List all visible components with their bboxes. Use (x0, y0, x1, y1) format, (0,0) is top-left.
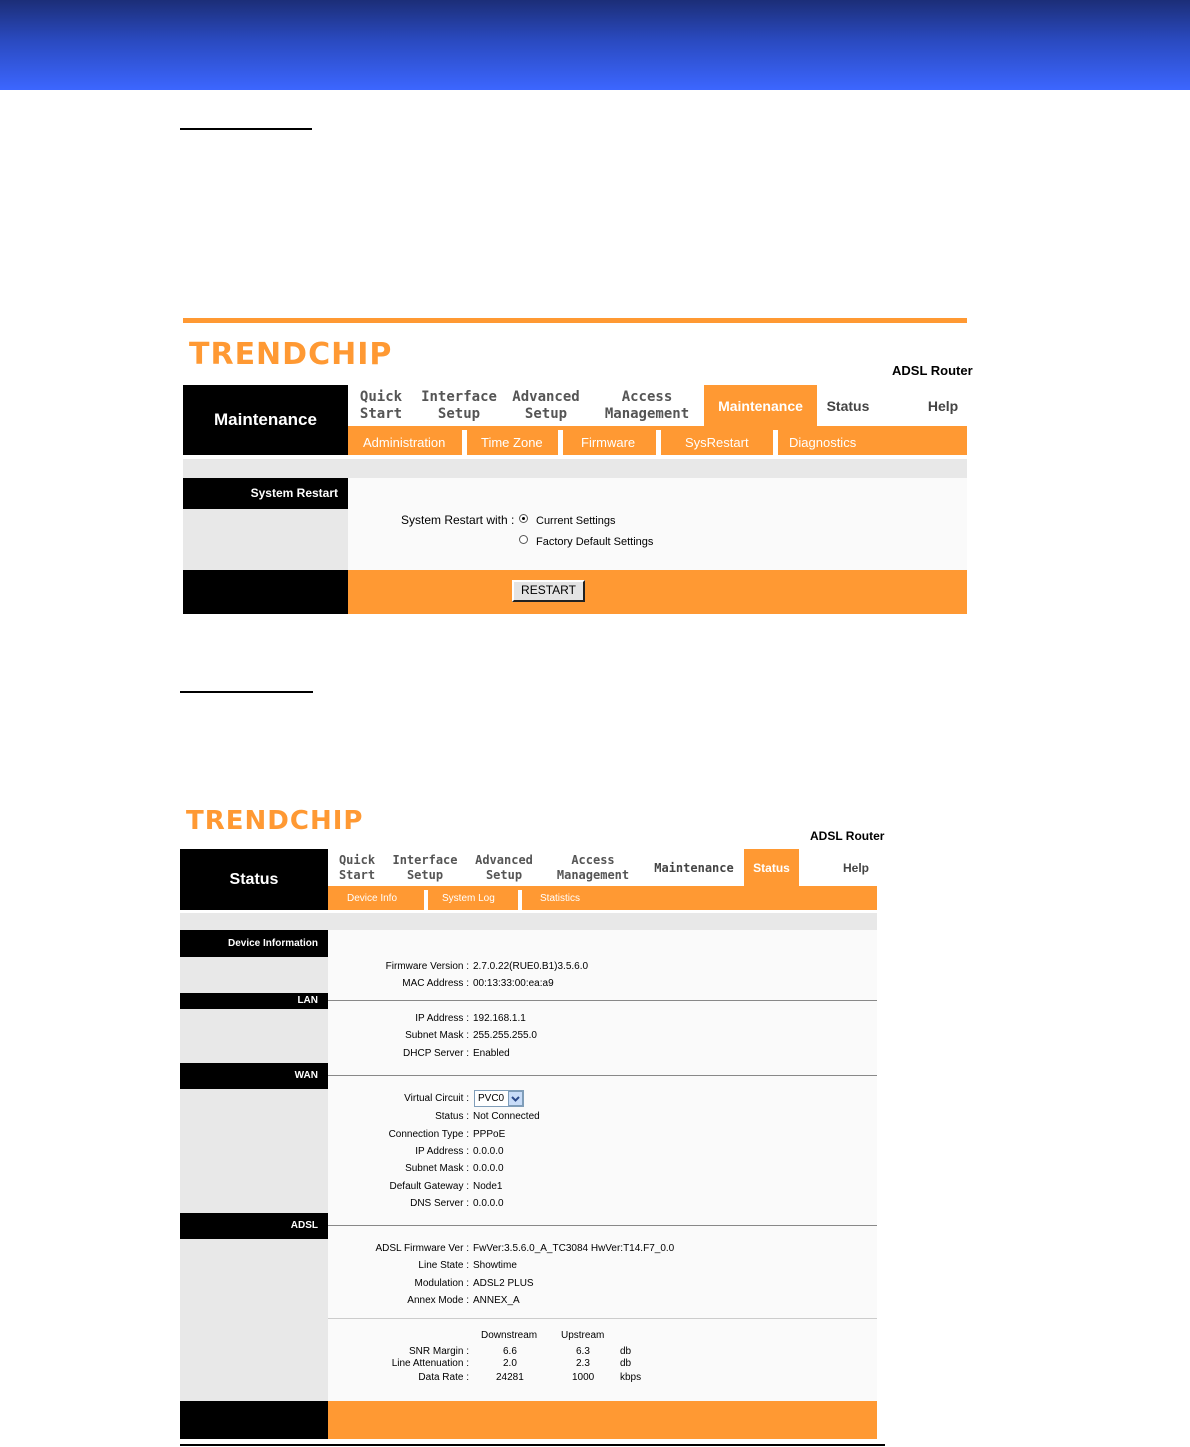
tab-label-line1: Advanced (475, 853, 533, 867)
divider (328, 1318, 877, 1319)
tab-label-line2: Start (359, 406, 403, 422)
tab-label-line1: Access (571, 853, 615, 867)
firmware-version-label: Firmware Version : (385, 961, 469, 972)
wan-status-label: Status : (435, 1111, 469, 1122)
connection-type-value: PPPoE (473, 1129, 506, 1140)
tab-access-management[interactable] (596, 389, 698, 423)
tab-label-line2: Start (338, 868, 376, 882)
line-attenuation-unit: db (620, 1358, 632, 1369)
tab-label-line2: Setup (437, 406, 481, 422)
tab-help[interactable]: Help (842, 861, 869, 875)
subnav-separator (558, 430, 563, 455)
tab-maintenance[interactable]: Maintenance (704, 385, 817, 426)
brand-logo: TRENDCHIP (189, 337, 393, 372)
virtual-circuit-label: Virtual Circuit : (404, 1093, 469, 1104)
lan-subnet-label: Subnet Mask : (405, 1030, 469, 1041)
wan-ip-value: 0.0.0.0 (473, 1146, 504, 1157)
section-label-system-restart: System Restart (183, 478, 348, 509)
spacer-row (180, 913, 877, 930)
radio-factory-default[interactable] (519, 535, 528, 544)
line-state-value: Showtime (473, 1260, 517, 1271)
wan-status-value: Not Connected (473, 1111, 540, 1122)
option-factory-default-label: Factory Default Settings (536, 536, 654, 548)
snr-margin-up: 6.3 (576, 1346, 590, 1357)
dns-server-value: 0.0.0.0 (473, 1198, 504, 1209)
adsl-firmware-value: FwVer:3.5.6.0_A_TC3084 HwVer:T14.F7_0.0 (473, 1243, 675, 1254)
wan-ip-label: IP Address : (415, 1146, 469, 1157)
data-rate-unit: kbps (620, 1372, 642, 1383)
data-rate-down: 24281 (496, 1372, 524, 1383)
divider (328, 1075, 877, 1076)
tab-status[interactable]: Status (826, 398, 870, 414)
subnav-separator (462, 430, 467, 455)
left-column (183, 509, 348, 570)
spacer-row (183, 459, 967, 478)
section-underline-2 (180, 691, 313, 693)
default-gateway-label: Default Gateway : (389, 1181, 469, 1192)
lan-subnet-value: 255.255.255.0 (473, 1030, 537, 1041)
product-subtitle: ADSL Router (892, 363, 973, 378)
snr-margin-label: SNR Margin : (408, 1346, 469, 1357)
page-title: Maintenance (183, 385, 348, 455)
tab-label-line1: Quick (338, 853, 376, 867)
modulation-value: ADSL2 PLUS (473, 1278, 534, 1289)
dhcp-server-label: DHCP Server : (403, 1048, 469, 1059)
subnav-separator (656, 430, 661, 455)
product-subtitle: ADSL Router (810, 829, 885, 843)
sub-navigation (328, 886, 877, 910)
subnav-device-info[interactable]: Device Info (347, 893, 398, 904)
snr-margin-down: 6.6 (503, 1346, 517, 1357)
tab-advanced-setup[interactable] (468, 853, 540, 883)
section-label-device-information: Device Information (180, 930, 328, 957)
downstream-header: Downstream (481, 1330, 538, 1341)
snr-margin-unit: db (620, 1346, 632, 1357)
dns-server-label: DNS Server : (410, 1198, 469, 1209)
divider (328, 1000, 877, 1001)
subnav-statistics[interactable]: Statistics (540, 893, 581, 904)
tab-quick-start[interactable] (350, 389, 412, 423)
section-label-lan: LAN (180, 993, 328, 1009)
tab-label-line2: Setup (485, 868, 523, 882)
line-attenuation-label: Line Attenuation : (391, 1358, 469, 1369)
adsl-firmware-label: ADSL Firmware Ver : (375, 1243, 469, 1254)
subnav-administration[interactable]: Administration (363, 435, 446, 450)
subnav-diagnostics[interactable]: Diagnostics (789, 435, 857, 450)
mac-address-label: MAC Address : (402, 978, 469, 989)
tab-label-line1: Quick (359, 389, 403, 405)
subnav-separator (773, 430, 778, 455)
tab-label-line1: Interface (392, 853, 458, 867)
tab-maintenance[interactable]: Maintenance (654, 861, 734, 875)
tab-access-management[interactable] (550, 853, 636, 883)
tab-status[interactable]: Status (744, 849, 799, 886)
dhcp-server-value: Enabled (473, 1048, 510, 1059)
tab-label-line2: Setup (406, 868, 444, 882)
annex-mode-value: ANNEX_A (473, 1295, 520, 1306)
footer-left-block (183, 570, 348, 614)
subnav-system-log[interactable]: System Log (442, 893, 495, 904)
footer-left-block (180, 1401, 328, 1439)
brand-logo: TRENDCHIP (186, 806, 364, 836)
footer-bar (348, 570, 967, 614)
chevron-down-icon (509, 1092, 522, 1105)
annex-mode-label: Annex Mode : (407, 1295, 469, 1306)
default-gateway-value: Node1 (473, 1181, 503, 1192)
restart-with-label: System Restart with : (401, 513, 515, 527)
tab-quick-start[interactable] (332, 853, 382, 883)
virtual-circuit-value: PVC0 (478, 1093, 505, 1104)
lan-ip-label: IP Address : (415, 1013, 469, 1024)
line-attenuation-up: 2.3 (576, 1358, 590, 1369)
bottom-rule (180, 1444, 885, 1446)
tab-advanced-setup[interactable] (506, 389, 586, 423)
section-label-adsl: ADSL (180, 1213, 328, 1239)
subnav-separator (518, 890, 522, 910)
section-underline-1 (180, 128, 312, 130)
footer-bar (328, 1401, 877, 1439)
section-label-wan: WAN (180, 1063, 328, 1089)
subnav-separator (424, 890, 428, 910)
page-title: Status (180, 849, 328, 910)
subnav-firmware[interactable]: Firmware (581, 435, 636, 450)
tab-label-line1: Access (621, 389, 673, 405)
dropdown-button[interactable] (508, 1091, 523, 1106)
page-header-bar (0, 0, 1190, 90)
wan-subnet-value: 0.0.0.0 (473, 1163, 504, 1174)
tab-label-line2: Management (556, 868, 630, 882)
line-state-label: Line State : (418, 1260, 469, 1271)
data-rate-up: 1000 (572, 1372, 595, 1383)
firmware-version-value: 2.7.0.22(RUE0.B1)3.5.6.0 (473, 961, 589, 972)
upstream-header: Upstream (561, 1330, 605, 1341)
tab-help[interactable]: Help (927, 398, 959, 414)
data-rate-label: Data Rate : (418, 1372, 469, 1383)
virtual-circuit-select[interactable] (474, 1090, 524, 1107)
line-attenuation-down: 2.0 (503, 1358, 517, 1369)
tab-interface-setup[interactable] (392, 853, 458, 883)
modulation-label: Modulation : (414, 1278, 469, 1289)
tab-label-line1: Advanced (512, 389, 580, 405)
restart-button[interactable]: RESTART (512, 580, 585, 602)
tab-interface-setup[interactable] (420, 389, 498, 423)
tab-label-line1: Interface (421, 389, 497, 405)
option-current-settings-label: Current Settings (536, 515, 616, 527)
lan-ip-value: 192.168.1.1 (473, 1013, 526, 1024)
tab-label-line2: Setup (524, 406, 568, 422)
subnav-time-zone[interactable]: Time Zone (481, 435, 543, 450)
mac-address-value: 00:13:33:00:ea:a9 (473, 978, 554, 989)
wan-subnet-label: Subnet Mask : (405, 1163, 469, 1174)
divider (328, 1225, 877, 1226)
connection-type-label: Connection Type : (388, 1129, 469, 1140)
radio-current-settings[interactable] (519, 514, 528, 523)
subnav-sysrestart[interactable]: SysRestart (685, 435, 749, 450)
tab-label-line2: Management (604, 406, 690, 422)
